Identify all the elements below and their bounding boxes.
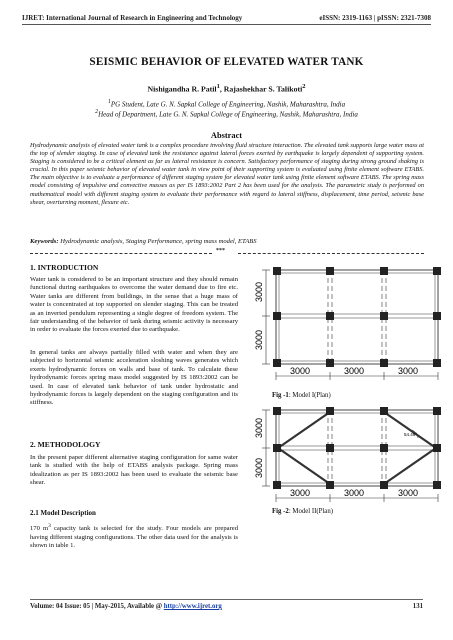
figure-2-caption [272, 508, 333, 515]
column-marker [326, 359, 334, 367]
model-text-sup: 3 [48, 523, 51, 529]
column-marker [380, 267, 388, 275]
affiliation-1-text: PG Student, Late G. N. Sapkal College of Engineering, Nashik, Maharashtra, India [110, 100, 346, 109]
column-marker [326, 481, 334, 489]
column-marker [380, 407, 388, 415]
column-marker [273, 481, 281, 489]
column-marker [326, 267, 334, 275]
affiliation-1-sup: 1 [107, 99, 111, 105]
intro-paragraph-2: In general tanks are always partially filled with water and when they are subjected to horizontal seismic acceleration sloshing waves generates which exerts hydrodynamic forces on walls and base of tank. To calculate these hydrodynamic forces spring mass model suggested by IS 1893:2002 can be used. In case of elevated tank behavior of tank under hydrostatic and hydrodynamic forces is largely dependent on the staging configuration and its stiffness. [30, 349, 238, 407]
issn-text: eISSN: 2319-1163 | pISSN: 2321-7308 [319, 14, 431, 22]
methodology-heading: 2. METHODOLOGY [30, 440, 101, 449]
figure-2-text: : Model II(Plan) [288, 508, 333, 515]
angle-label: 54.46° [404, 432, 418, 437]
author-1-sup: 1 [216, 83, 220, 90]
affiliation-1 [0, 99, 453, 108]
author-2-sup: 2 [302, 83, 306, 90]
model-text-b: capacity tank is selected for the study. Four models are prepared having different staging configurations. The other data used for the analysis is shown in table 1. [30, 525, 238, 549]
column-marker [273, 312, 281, 320]
dim-label: 3000 [290, 488, 311, 498]
dim-label: 3000 [254, 417, 264, 438]
abstract-heading: Abstract [210, 131, 243, 140]
figure-1-plan-drawing [252, 264, 442, 388]
intro-heading: 1. INTRODUCTION [30, 263, 99, 272]
column-marker [326, 407, 334, 415]
column-marker [273, 407, 281, 415]
column-marker [326, 444, 334, 452]
column-marker [433, 407, 441, 415]
keywords [30, 238, 424, 245]
journal-link[interactable]: http://www.ijret.org [163, 603, 222, 610]
figure-2-label: Fig -2 [272, 508, 289, 515]
column-marker [433, 267, 441, 275]
page-number: 131 [412, 603, 423, 610]
column-marker [273, 444, 281, 452]
paper-title: SEISMIC BEHAVIOR OF ELEVATED WATER TANK [89, 56, 364, 68]
footer-rule [30, 599, 423, 600]
journal-name: IJRET: International Journal of Research in Engineering and Technology [22, 14, 243, 22]
column-marker [433, 481, 441, 489]
keywords-text: Hydrodynamic analysis, Staging Performance, spring mass model, ETABS [58, 238, 257, 245]
intro-paragraph-1: Water tank is considered to be an important structure and they should remain functional during earthquakes to overcome the water demand due to fire etc. Water tanks are different from buildings, in the sense that a huge mass of water is concentrated at top supported on slender staging. This can be treated as an inverted pendulum representing a single degree of freedom system. The fair understanding of the behavior of tank during seismic activity is necessary in order to evaluate the forces exerted due to earthquake. [30, 276, 238, 334]
section-separator [30, 248, 424, 255]
affiliation-2 [0, 109, 453, 118]
model-description-heading: 2.1 Model Description [30, 509, 96, 517]
column-marker [380, 312, 388, 320]
footer-volume [30, 603, 222, 610]
column-marker [380, 359, 388, 367]
dim-label: 3000 [344, 366, 365, 376]
dim-label: 3000 [398, 366, 419, 376]
abstract-body: Hydrodynamic analysis of elevated water tank is a complex procedure involving fluid structure interaction. The elevated tank supports large water mass at the top of slender staging. In case of elevated tank the resistance against lateral forces exerted by earthquake is largely dependent of supporting system. Staging is considered to be a critical element as far as lateral resistance is concern. Satisfactory performance of staging during strong ground shaking is crucial. In this paper seismic behavior of elevated water tank in view point of their supporting system is evaluated using finite element software ETABS. The main objective is to evaluate a performance of different staging system for elevated water tank using finite element software ETABS. The spring mass model consisting of impulsive and convective masses as per IS 1893:2002 Part 2 has been used for the analysis. The parametric study is performed on mathematical model with different staging system to evaluate their performance with regard to lateral stiffness, displacement, time period, seismic base shear, overturning moment, flexure etc. [30, 142, 424, 206]
column-marker [433, 359, 441, 367]
dim-label: 3000 [344, 488, 365, 498]
footer-volume-text: Volume: 04 Issue: 05 | May-2015, Available @ [30, 603, 164, 610]
affiliation-2-sup: 2 [95, 109, 99, 115]
running-footer [30, 603, 423, 610]
author-line [0, 83, 453, 94]
dim-label: 3000 [254, 281, 264, 302]
separator-stars: *** [216, 248, 225, 254]
dim-label: 3000 [290, 366, 311, 376]
figure-2-plan-drawing [252, 406, 442, 506]
column-marker [433, 444, 441, 452]
affiliation-2-text: Head of Department, Late G. N. Sapkal College of Engineering, Nashik, Maharashtra, India [98, 110, 358, 119]
dim-label: 3000 [254, 329, 264, 350]
column-marker [380, 481, 388, 489]
author-1: Nishigandha R. Patil [147, 84, 217, 94]
methodology-paragraph: In the present paper different alternative staging configuration for same water tank is studied with the help of ETABS analysis package. Spring mass idealization as per IS 1893:2002 has been used to evaluate the seismic base shear. [30, 454, 238, 487]
author-2: , Rajashekhar S. Talikoti [219, 84, 303, 94]
model-text-a: 170 m [30, 525, 49, 533]
column-marker [380, 444, 388, 452]
figure-1-caption [272, 392, 331, 399]
dim-label: 3000 [254, 457, 264, 478]
keywords-label: Keywords: [30, 238, 59, 245]
column-marker [273, 359, 281, 367]
running-header [22, 14, 431, 22]
figure-1-label: Fig -1 [272, 392, 289, 399]
header-rule [22, 24, 431, 25]
column-marker [273, 267, 281, 275]
column-marker [326, 312, 334, 320]
column-marker [433, 312, 441, 320]
model-description-paragraph [30, 522, 238, 550]
dim-label: 3000 [398, 488, 419, 498]
figure-1-text: : Model I(Plan) [288, 392, 331, 399]
